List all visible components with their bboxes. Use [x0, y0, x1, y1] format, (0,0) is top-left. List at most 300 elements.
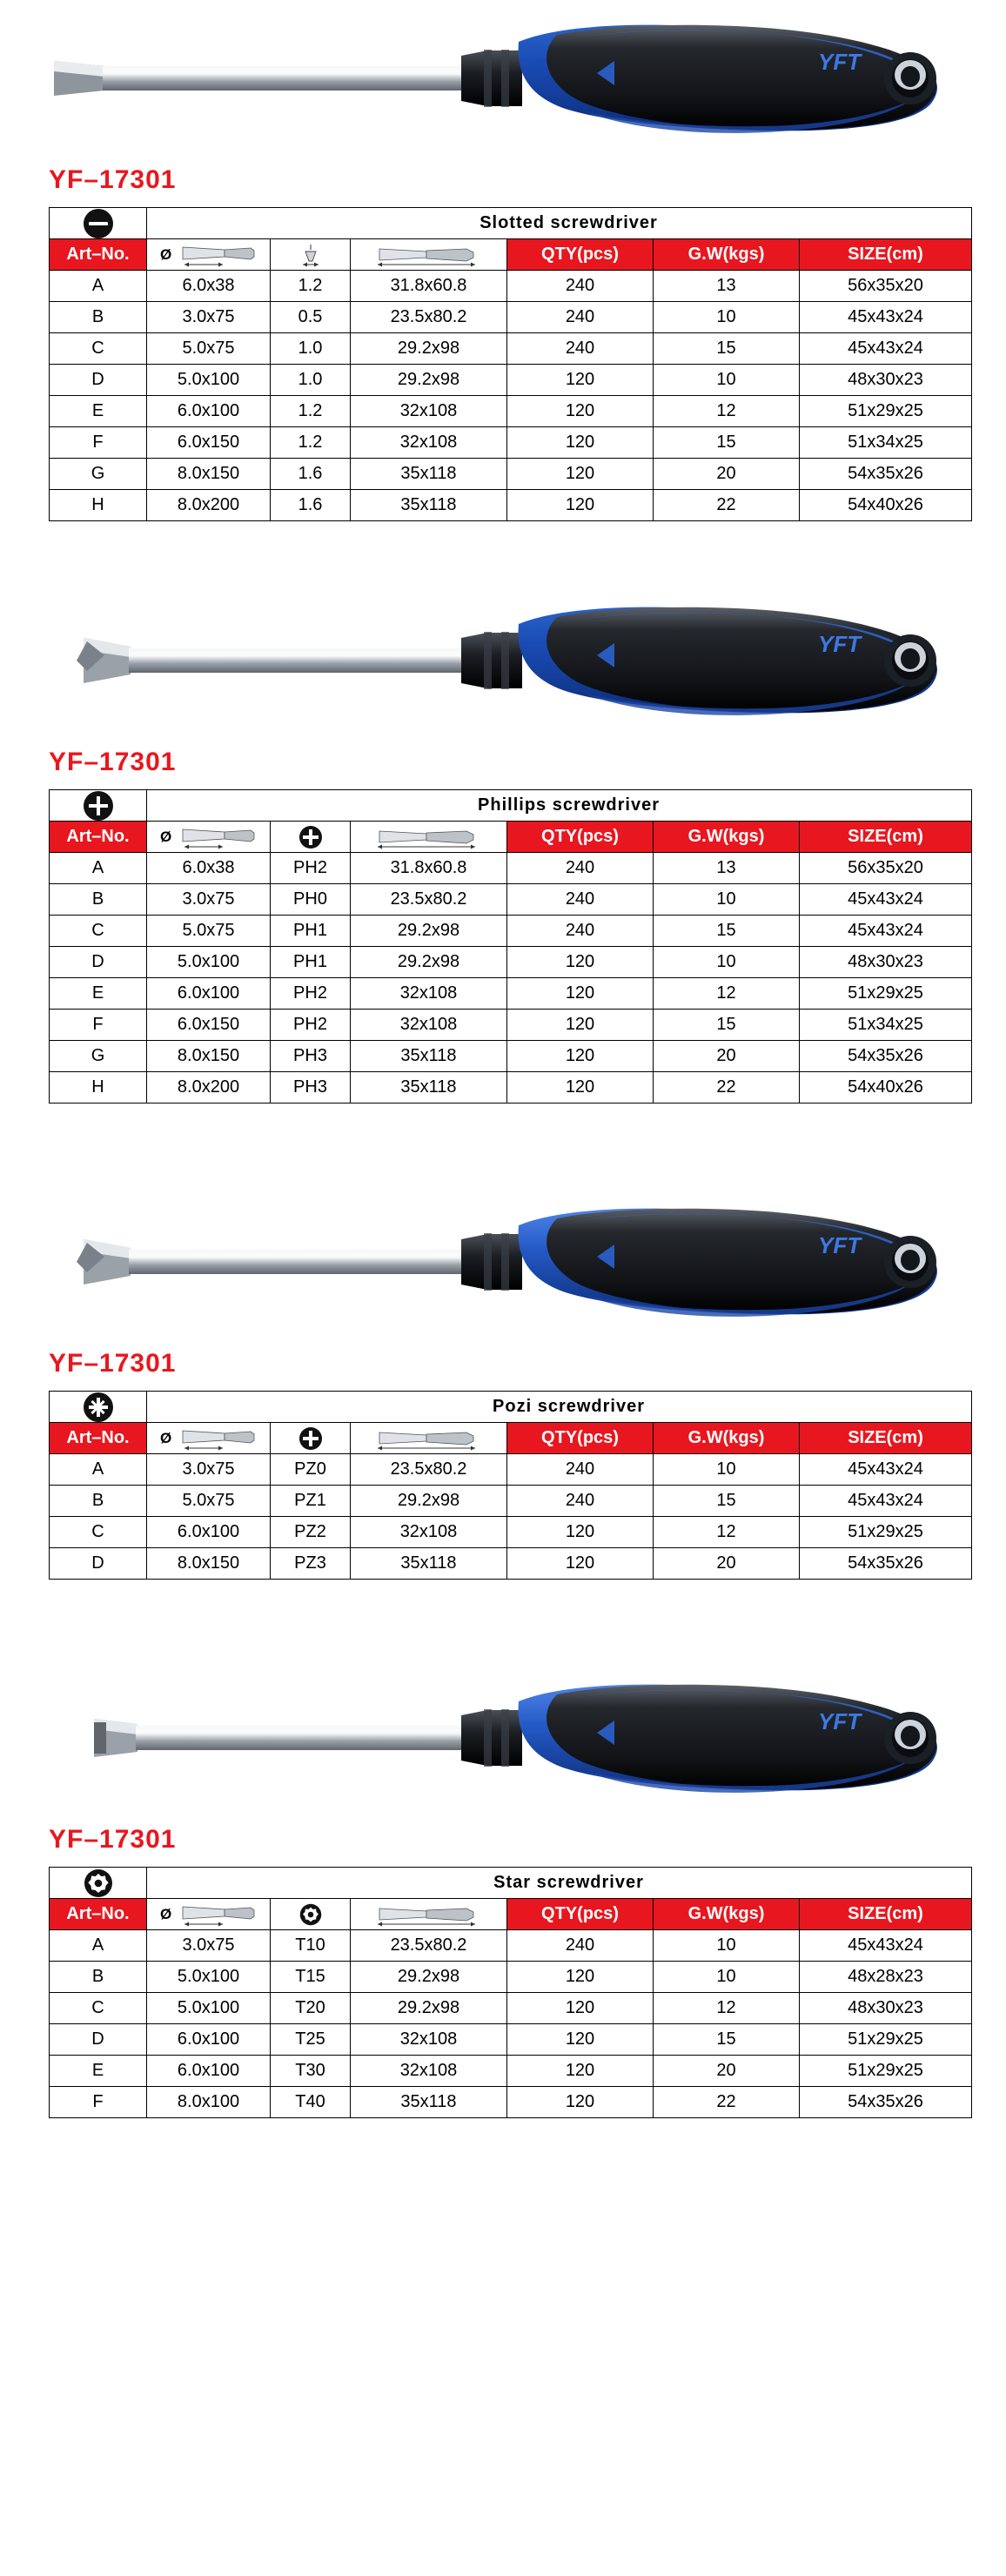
cell-size: 45x43x24 — [800, 1454, 972, 1486]
spec-table-phillips — [49, 789, 972, 1104]
col-art-no: Art–No. — [50, 1899, 147, 1930]
col-art-no: Art–No. — [50, 1423, 147, 1454]
star-icon — [84, 1868, 113, 1898]
cell-tip: PH2 — [271, 978, 351, 1010]
cell-gw: 15 — [654, 427, 800, 459]
screwdriver-figure-phillips — [0, 582, 1006, 748]
cell-qty: 120 — [507, 1041, 654, 1072]
table-row — [50, 947, 972, 978]
cell-size: 54x35x26 — [800, 1548, 972, 1580]
cell-dia: 8.0x150 — [147, 459, 271, 490]
cell-gw: 15 — [654, 1486, 800, 1517]
cell-art: E — [50, 978, 147, 1010]
cell-dia: 6.0x38 — [147, 853, 271, 884]
cell-len: 23.5x80.2 — [351, 884, 507, 916]
col-size: SIZE(cm) — [800, 1423, 972, 1454]
cell-art: C — [50, 916, 147, 947]
col-total-length — [351, 239, 507, 271]
slotted-screwdriver-illustration — [0, 21, 975, 134]
cell-qty: 240 — [507, 333, 654, 365]
cell-size: 48x30x23 — [800, 1993, 972, 2024]
col-qty: QTY(pcs) — [507, 239, 654, 271]
spec-table-wrap-slotted — [0, 207, 1006, 521]
col-total-length — [351, 822, 507, 853]
cell-gw: 22 — [654, 2087, 800, 2118]
cell-dia: 3.0x75 — [147, 302, 271, 333]
cell-tip: T40 — [271, 2087, 351, 2118]
cell-qty: 120 — [507, 2024, 654, 2056]
cell-art: F — [50, 427, 147, 459]
cell-qty: 120 — [507, 1072, 654, 1104]
cell-art: D — [50, 947, 147, 978]
cell-dia: 5.0x75 — [147, 1486, 271, 1517]
cell-len: 29.2x98 — [351, 947, 507, 978]
cell-qty: 120 — [507, 459, 654, 490]
cell-gw: 22 — [654, 1072, 800, 1104]
cell-gw: 10 — [654, 302, 800, 333]
table-row — [50, 2056, 972, 2087]
cell-gw: 20 — [654, 2056, 800, 2087]
cell-dia: 6.0x100 — [147, 1517, 271, 1548]
cell-tip: T10 — [271, 1930, 351, 1962]
cell-art: A — [50, 853, 147, 884]
table-row — [50, 1454, 972, 1486]
cell-art: F — [50, 2087, 147, 2118]
cell-tip: PH1 — [271, 947, 351, 978]
cell-dia: 8.0x150 — [147, 1041, 271, 1072]
cell-len: 29.2x98 — [351, 916, 507, 947]
cell-gw: 20 — [654, 1041, 800, 1072]
cell-size: 45x43x24 — [800, 1486, 972, 1517]
cell-len: 23.5x80.2 — [351, 1930, 507, 1962]
cell-tip: PZ0 — [271, 1454, 351, 1486]
cell-tip: PH1 — [271, 916, 351, 947]
table-column-header-row — [50, 1899, 972, 1930]
cell-dia: 8.0x100 — [147, 2087, 271, 2118]
screwdriver-figure-star — [0, 1660, 1006, 1825]
col-diameter — [147, 822, 271, 853]
blade-length-icon — [157, 242, 261, 268]
table-header-title-row — [50, 790, 972, 822]
table-row — [50, 302, 972, 333]
phillips-screwdriver-illustration — [0, 603, 975, 716]
cell-tip: PZ3 — [271, 1548, 351, 1580]
cell-gw: 13 — [654, 271, 800, 302]
screwdriver-figure-slotted — [0, 0, 1006, 165]
cell-tip: 1.0 — [271, 333, 351, 365]
type-label: Pozi screwdriver — [147, 1392, 972, 1423]
cell-art: E — [50, 396, 147, 427]
phillips-icon — [84, 791, 113, 821]
col-art-no: Art–No. — [50, 239, 147, 271]
cell-len: 35x118 — [351, 1548, 507, 1580]
cell-art: G — [50, 1041, 147, 1072]
cell-size: 54x40x26 — [800, 490, 972, 521]
model-title: YF–17301 — [49, 1825, 177, 1854]
type-icon-cell — [50, 1868, 147, 1899]
cell-size: 48x30x23 — [800, 947, 972, 978]
cell-gw: 15 — [654, 2024, 800, 2056]
cell-gw: 20 — [654, 1548, 800, 1580]
cell-dia: 6.0x100 — [147, 2056, 271, 2087]
col-total-length — [351, 1899, 507, 1930]
table-row — [50, 1962, 972, 1993]
cell-len: 35x118 — [351, 1041, 507, 1072]
col-diameter — [147, 239, 271, 271]
cell-tip: T15 — [271, 1962, 351, 1993]
cell-art: E — [50, 2056, 147, 2087]
type-icon-cell — [50, 1392, 147, 1423]
cell-len: 32x108 — [351, 427, 507, 459]
cell-gw: 15 — [654, 916, 800, 947]
cell-gw: 10 — [654, 1930, 800, 1962]
table-row — [50, 365, 972, 396]
cell-len: 29.2x98 — [351, 1486, 507, 1517]
cell-size: 56x35x20 — [800, 853, 972, 884]
table-row — [50, 1517, 972, 1548]
cell-len: 31.8x60.8 — [351, 271, 507, 302]
star-tip-icon — [299, 1903, 322, 1926]
cell-qty: 240 — [507, 884, 654, 916]
product-block-pozi — [0, 1184, 1006, 1580]
cell-size: 45x43x24 — [800, 916, 972, 947]
col-tip-size — [271, 822, 351, 853]
col-gw: G.W(kgs) — [654, 239, 800, 271]
cell-gw: 10 — [654, 947, 800, 978]
cell-dia: 3.0x75 — [147, 1454, 271, 1486]
cell-qty: 120 — [507, 978, 654, 1010]
cell-len: 35x118 — [351, 2087, 507, 2118]
cell-size: 51x29x25 — [800, 2056, 972, 2087]
table-row — [50, 427, 972, 459]
cell-tip: 1.2 — [271, 271, 351, 302]
phillips-tip-icon — [299, 826, 322, 849]
cell-art: G — [50, 459, 147, 490]
col-diameter — [147, 1899, 271, 1930]
cell-tip: PZ1 — [271, 1486, 351, 1517]
total-length-icon — [364, 1426, 494, 1452]
col-art-no: Art–No. — [50, 822, 147, 853]
col-qty: QTY(pcs) — [507, 822, 654, 853]
model-title: YF–17301 — [49, 1349, 177, 1378]
cell-art: A — [50, 1454, 147, 1486]
cell-qty: 120 — [507, 490, 654, 521]
table-row — [50, 271, 972, 302]
cell-tip: 1.0 — [271, 365, 351, 396]
cell-tip: PH0 — [271, 884, 351, 916]
spec-table-wrap-pozi — [0, 1391, 1006, 1580]
cell-gw: 10 — [654, 884, 800, 916]
cell-qty: 120 — [507, 1010, 654, 1041]
col-tip-size — [271, 239, 351, 271]
cell-gw: 12 — [654, 978, 800, 1010]
table-row — [50, 396, 972, 427]
cell-gw: 12 — [654, 1517, 800, 1548]
cell-size: 54x35x26 — [800, 2087, 972, 2118]
cell-art: H — [50, 490, 147, 521]
cell-art: B — [50, 302, 147, 333]
table-row — [50, 2087, 972, 2118]
cell-tip: 1.2 — [271, 427, 351, 459]
blade-length-icon — [157, 824, 261, 850]
cell-gw: 10 — [654, 1962, 800, 1993]
table-column-header-row — [50, 239, 972, 271]
cell-art: D — [50, 2024, 147, 2056]
cell-tip: PH3 — [271, 1072, 351, 1104]
cell-len: 32x108 — [351, 1010, 507, 1041]
cell-tip: T20 — [271, 1993, 351, 2024]
cell-tip: 1.6 — [271, 490, 351, 521]
cell-len: 23.5x80.2 — [351, 302, 507, 333]
cell-art: C — [50, 333, 147, 365]
cell-len: 29.2x98 — [351, 1962, 507, 1993]
blade-length-icon — [157, 1426, 261, 1452]
slot-tip-icon — [293, 242, 328, 268]
col-tip-size — [271, 1899, 351, 1930]
phillips-tip-icon — [299, 1427, 322, 1450]
cell-len: 35x118 — [351, 459, 507, 490]
cell-size: 54x35x26 — [800, 459, 972, 490]
cell-tip: PH2 — [271, 853, 351, 884]
col-gw: G.W(kgs) — [654, 1899, 800, 1930]
cell-qty: 120 — [507, 1993, 654, 2024]
cell-size: 45x43x24 — [800, 1930, 972, 1962]
cell-tip: T30 — [271, 2056, 351, 2087]
type-label: Slotted screwdriver — [147, 208, 972, 239]
svg-text:Ø: Ø — [159, 245, 171, 263]
cell-qty: 240 — [507, 853, 654, 884]
cell-dia: 8.0x200 — [147, 490, 271, 521]
handle-logo: YFT — [818, 1232, 862, 1258]
cell-gw: 12 — [654, 396, 800, 427]
cell-len: 29.2x98 — [351, 365, 507, 396]
blade-length-icon — [157, 1902, 261, 1928]
cell-tip: 0.5 — [271, 302, 351, 333]
table-row — [50, 916, 972, 947]
table-row — [50, 490, 972, 521]
cell-dia: 3.0x75 — [147, 1930, 271, 1962]
cell-art: B — [50, 884, 147, 916]
col-qty: QTY(pcs) — [507, 1899, 654, 1930]
col-diameter — [147, 1423, 271, 1454]
col-size: SIZE(cm) — [800, 822, 972, 853]
product-block-phillips — [0, 582, 1006, 1104]
cell-gw: 12 — [654, 1993, 800, 2024]
cell-art: C — [50, 1517, 147, 1548]
table-header-title-row — [50, 208, 972, 239]
pozi-screwdriver-illustration — [0, 1204, 975, 1318]
spec-table-slotted — [49, 207, 972, 521]
cell-dia: 6.0x38 — [147, 271, 271, 302]
cell-gw: 10 — [654, 365, 800, 396]
table-row — [50, 333, 972, 365]
cell-size: 51x29x25 — [800, 978, 972, 1010]
cell-qty: 120 — [507, 1962, 654, 1993]
svg-text:Ø: Ø — [159, 1429, 171, 1446]
cell-tip: 1.2 — [271, 396, 351, 427]
table-row — [50, 853, 972, 884]
cell-size: 45x43x24 — [800, 302, 972, 333]
cell-len: 32x108 — [351, 1517, 507, 1548]
type-label: Phillips screwdriver — [147, 790, 972, 822]
cell-art: H — [50, 1072, 147, 1104]
total-length-icon — [364, 242, 494, 268]
cell-tip: T25 — [271, 2024, 351, 2056]
cell-art: C — [50, 1993, 147, 2024]
cell-dia: 5.0x75 — [147, 916, 271, 947]
cell-dia: 5.0x100 — [147, 1993, 271, 2024]
cell-len: 32x108 — [351, 978, 507, 1010]
model-title: YF–17301 — [49, 748, 177, 776]
cell-gw: 15 — [654, 333, 800, 365]
col-qty: QTY(pcs) — [507, 1423, 654, 1454]
table-row — [50, 884, 972, 916]
cell-qty: 120 — [507, 2056, 654, 2087]
cell-size: 51x29x25 — [800, 1517, 972, 1548]
cell-qty: 120 — [507, 365, 654, 396]
table-row — [50, 2024, 972, 2056]
cell-art: A — [50, 1930, 147, 1962]
table-row — [50, 1072, 972, 1104]
cell-size: 54x35x26 — [800, 1041, 972, 1072]
product-block-star — [0, 1660, 1006, 2118]
cell-qty: 120 — [507, 947, 654, 978]
table-row — [50, 459, 972, 490]
table-header-title-row — [50, 1868, 972, 1899]
star-screwdriver-illustration — [0, 1680, 975, 1794]
spec-table-star — [49, 1867, 972, 2118]
table-row — [50, 1930, 972, 1962]
cell-dia: 8.0x200 — [147, 1072, 271, 1104]
table-column-header-row — [50, 822, 972, 853]
cell-dia: 6.0x100 — [147, 396, 271, 427]
cell-len: 29.2x98 — [351, 333, 507, 365]
cell-size: 56x35x20 — [800, 271, 972, 302]
table-row — [50, 1993, 972, 2024]
col-size: SIZE(cm) — [800, 239, 972, 271]
cell-size: 45x43x24 — [800, 333, 972, 365]
pozi-icon — [84, 1392, 113, 1422]
cell-size: 51x29x25 — [800, 396, 972, 427]
cell-gw: 10 — [654, 1454, 800, 1486]
type-icon-cell — [50, 208, 147, 239]
cell-dia: 6.0x100 — [147, 978, 271, 1010]
cell-art: D — [50, 365, 147, 396]
cell-tip: PZ2 — [271, 1517, 351, 1548]
cell-tip: PH3 — [271, 1041, 351, 1072]
cell-len: 32x108 — [351, 2056, 507, 2087]
table-column-header-row — [50, 1423, 972, 1454]
cell-dia: 6.0x150 — [147, 1010, 271, 1041]
cell-tip: PH2 — [271, 1010, 351, 1041]
cell-qty: 120 — [507, 427, 654, 459]
cell-size: 48x30x23 — [800, 365, 972, 396]
cell-qty: 240 — [507, 302, 654, 333]
cell-dia: 5.0x100 — [147, 1962, 271, 1993]
handle-logo: YFT — [818, 1708, 862, 1734]
cell-size: 48x28x23 — [800, 1962, 972, 1993]
col-size: SIZE(cm) — [800, 1899, 972, 1930]
cell-size: 54x40x26 — [800, 1072, 972, 1104]
cell-qty: 120 — [507, 396, 654, 427]
cell-art: B — [50, 1962, 147, 1993]
cell-len: 32x108 — [351, 2024, 507, 2056]
cell-gw: 20 — [654, 459, 800, 490]
screwdriver-figure-pozi — [0, 1184, 1006, 1349]
col-gw: G.W(kgs) — [654, 1423, 800, 1454]
handle-logo: YFT — [818, 49, 862, 75]
cell-dia: 5.0x100 — [147, 365, 271, 396]
slotted-icon — [84, 209, 113, 238]
cell-dia: 3.0x75 — [147, 884, 271, 916]
cell-art: A — [50, 271, 147, 302]
cell-len: 23.5x80.2 — [351, 1454, 507, 1486]
cell-len: 35x118 — [351, 1072, 507, 1104]
table-row — [50, 1548, 972, 1580]
cell-qty: 240 — [507, 1930, 654, 1962]
table-row — [50, 978, 972, 1010]
cell-len: 35x118 — [351, 490, 507, 521]
col-tip-size — [271, 1423, 351, 1454]
product-block-slotted — [0, 0, 1006, 521]
cell-size: 45x43x24 — [800, 884, 972, 916]
table-row — [50, 1010, 972, 1041]
total-length-icon — [364, 824, 494, 850]
type-icon-cell — [50, 790, 147, 822]
cell-gw: 15 — [654, 1010, 800, 1041]
spec-table-wrap-star — [0, 1867, 1006, 2118]
col-gw: G.W(kgs) — [654, 822, 800, 853]
table-header-title-row — [50, 1392, 972, 1423]
total-length-icon — [364, 1902, 494, 1928]
cell-art: F — [50, 1010, 147, 1041]
cell-tip: 1.6 — [271, 459, 351, 490]
cell-qty: 120 — [507, 1548, 654, 1580]
cell-dia: 8.0x150 — [147, 1548, 271, 1580]
cell-qty: 240 — [507, 916, 654, 947]
cell-dia: 5.0x100 — [147, 947, 271, 978]
model-title: YF–17301 — [49, 165, 177, 194]
cell-len: 31.8x60.8 — [351, 853, 507, 884]
cell-len: 32x108 — [351, 396, 507, 427]
cell-qty: 240 — [507, 1454, 654, 1486]
table-row — [50, 1041, 972, 1072]
col-total-length — [351, 1423, 507, 1454]
cell-dia: 6.0x100 — [147, 2024, 271, 2056]
cell-dia: 5.0x75 — [147, 333, 271, 365]
cell-size: 51x34x25 — [800, 1010, 972, 1041]
spec-table-pozi — [49, 1391, 972, 1580]
cell-qty: 240 — [507, 1486, 654, 1517]
cell-qty: 240 — [507, 271, 654, 302]
type-label: Star screwdriver — [147, 1868, 972, 1899]
cell-gw: 13 — [654, 853, 800, 884]
table-row — [50, 1486, 972, 1517]
cell-dia: 6.0x150 — [147, 427, 271, 459]
cell-art: B — [50, 1486, 147, 1517]
spec-table-wrap-phillips — [0, 789, 1006, 1104]
cell-art: D — [50, 1548, 147, 1580]
cell-size: 51x34x25 — [800, 427, 972, 459]
cell-qty: 120 — [507, 2087, 654, 2118]
svg-text:Ø: Ø — [159, 1905, 171, 1922]
handle-logo: YFT — [818, 631, 862, 657]
cell-size: 51x29x25 — [800, 2024, 972, 2056]
svg-text:Ø: Ø — [159, 828, 171, 845]
cell-qty: 120 — [507, 1517, 654, 1548]
cell-len: 29.2x98 — [351, 1993, 507, 2024]
cell-gw: 22 — [654, 490, 800, 521]
